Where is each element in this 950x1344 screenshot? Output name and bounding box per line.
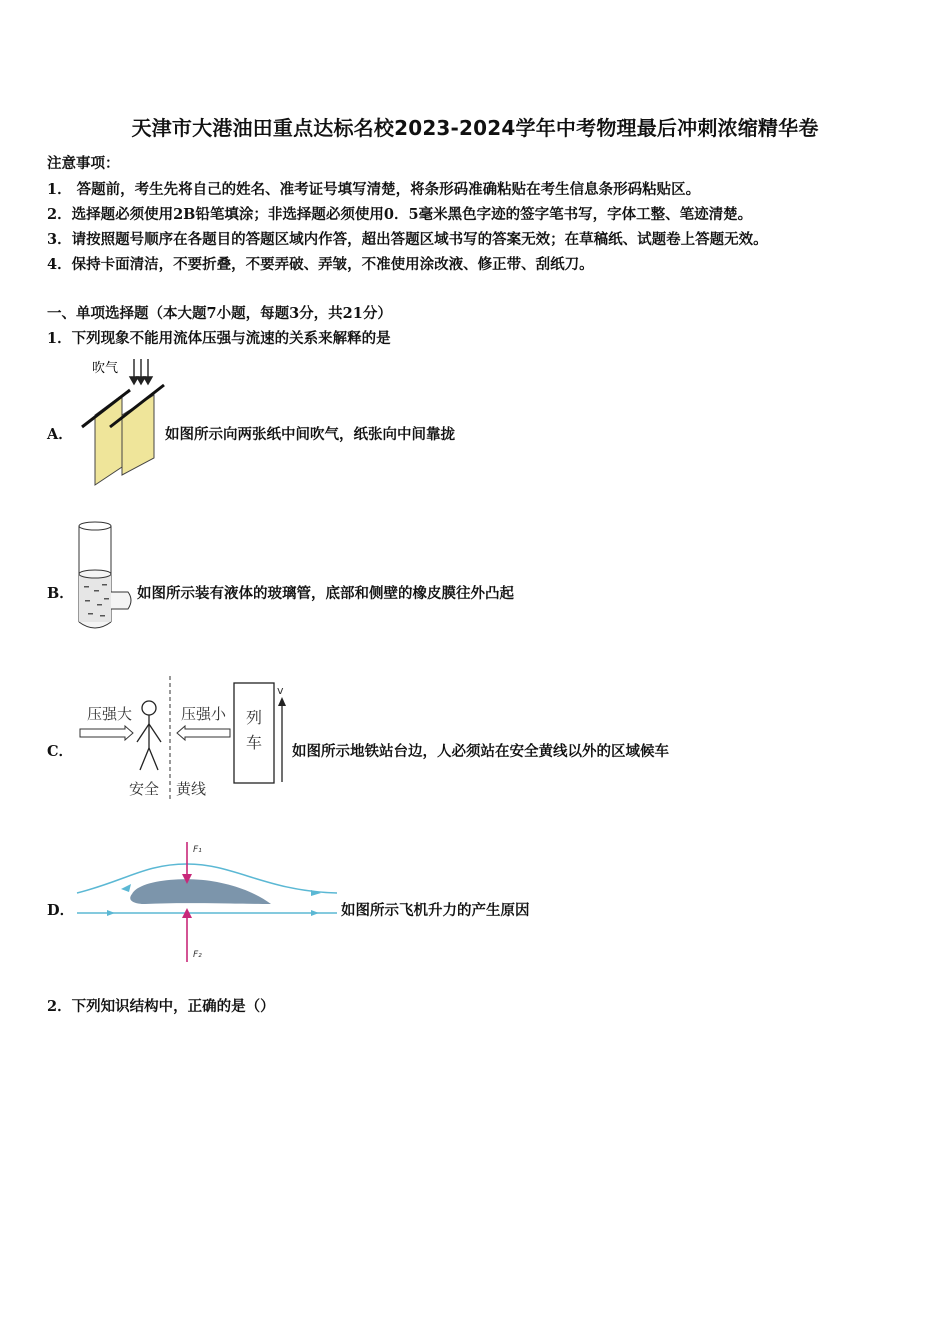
airfoil-shape — [130, 879, 271, 904]
option-d-text: 如图所示飞机升力的产生原因 — [341, 902, 530, 919]
option-c-text: 如图所示地铁站台边，人必须站在安全黄线以外的区域候车 — [292, 743, 669, 760]
option-b-letter: B． — [47, 585, 74, 602]
note-item-2: 2．选择题必须使用2B铅笔填涂；非选择题必须使用0．5毫米黑色字迹的签字笔书写，字体工整、笔迹清楚。 — [47, 206, 753, 223]
notes-heading: 注意事项： — [47, 155, 120, 172]
glass-tube-figure — [70, 518, 140, 636]
train-label-1: 列 — [246, 708, 263, 727]
train-label-2: 车 — [246, 733, 263, 752]
force-f2-label: F₂ — [193, 950, 202, 960]
blowing-papers-figure — [70, 355, 170, 490]
option-b-text: 如图所示装有液体的玻璃管，底部和侧壁的橡皮膜往外凸起 — [137, 585, 514, 602]
right-arrow-icon — [80, 726, 133, 740]
option-a-letter: A． — [47, 426, 73, 443]
question-2-stem: 2．下列知识结构中，正确的是（） — [47, 998, 275, 1015]
blow-arrows-icon — [130, 359, 152, 384]
low-pressure-label: 压强小 — [181, 705, 227, 723]
subway-platform-figure — [75, 674, 290, 802]
option-c-letter: C． — [47, 743, 74, 760]
up-arrow-icon — [278, 697, 286, 706]
safe-label: 安全 — [129, 780, 160, 798]
high-pressure-label: 压强大 — [87, 705, 133, 723]
note-item-4: 4．保持卡面清洁，不要折叠，不要弄破、弄皱，不准使用涂改液、修正带、刮纸刀。 — [47, 256, 594, 273]
section-heading: 一、单项选择题（本大题7小题，每题3分，共21分） — [47, 305, 392, 322]
page-title: 天津市大港油田重点达标名校2023-2024学年中考物理最后冲刺浓缩精华卷 — [131, 116, 819, 140]
paper-left — [95, 395, 122, 485]
left-arrow-icon — [177, 726, 230, 740]
note-item-3: 3．请按照题号顺序在各题目的答题区域内作答，超出答题区域书写的答案无效；在草稿纸、试题卷上答题无效。 — [47, 231, 768, 248]
note-item-1: 1． 答题前，考生先将自己的姓名、准考证号填写清楚，将条形码准确粘贴在考生信息条形码粘贴区。 — [47, 181, 701, 198]
blow-label: 吹气 — [92, 361, 119, 376]
option-a-text: 如图所示向两张纸中间吹气，纸张向中间靠拢 — [165, 426, 455, 443]
airfoil-figure — [75, 836, 343, 964]
yellow-line-label: 黄线 — [176, 780, 207, 798]
force-f1-label: F₁ — [193, 845, 202, 855]
question-1-stem: 1．下列现象不能用流体压强与流速的关系来解释的是 — [47, 330, 391, 347]
option-d-letter: D． — [47, 902, 75, 919]
person-icon — [137, 701, 161, 770]
velocity-label: v — [277, 684, 284, 697]
